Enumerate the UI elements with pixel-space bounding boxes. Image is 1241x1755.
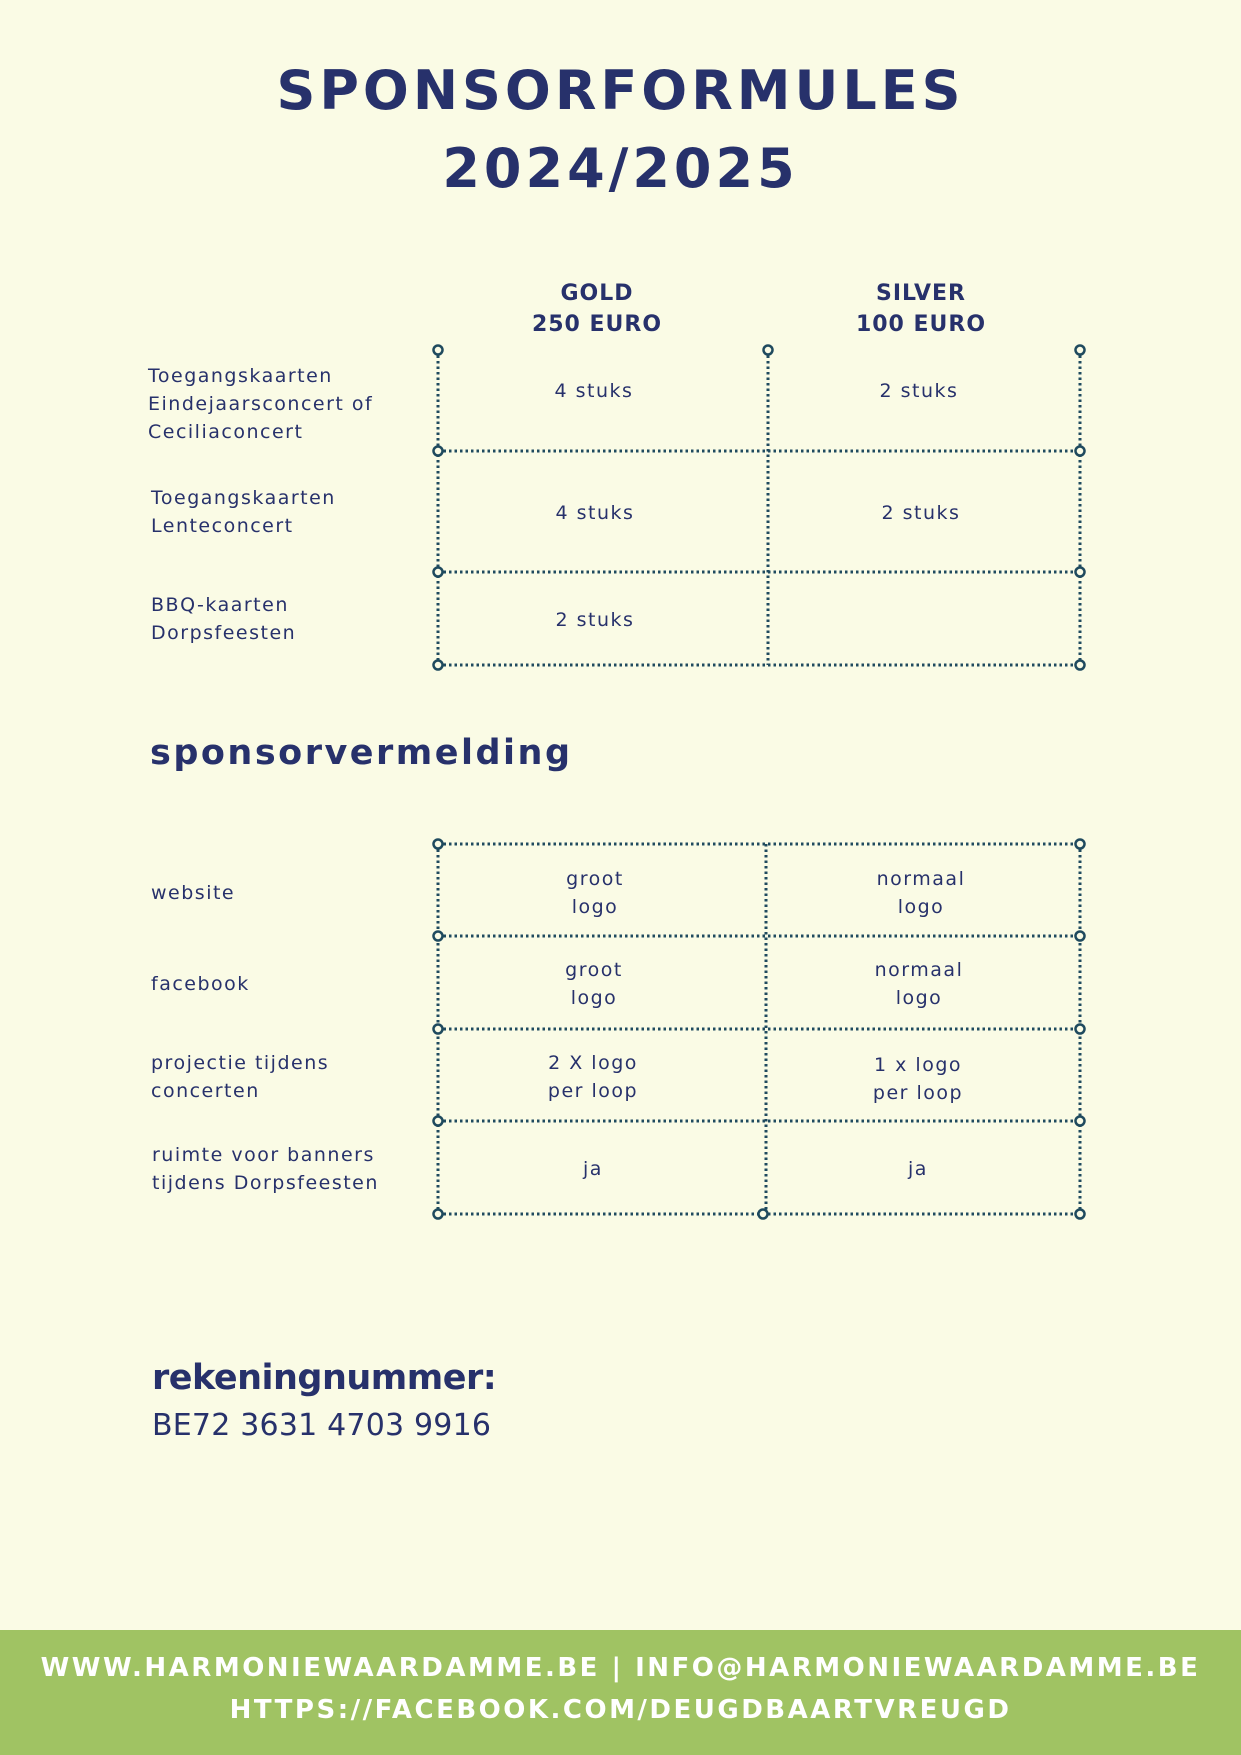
page-title bbox=[0, 52, 1241, 208]
row-label-projection bbox=[151, 1049, 411, 1105]
cell-silver-projection bbox=[798, 1051, 1038, 1107]
cell-line: ja bbox=[908, 1158, 928, 1180]
tier-price: 100 EURO bbox=[855, 312, 987, 337]
label-line: facebook bbox=[151, 973, 250, 995]
cell-gold-tickets-spring: 4 stuks bbox=[555, 502, 635, 524]
cell-line: logo bbox=[895, 987, 943, 1009]
row-label-facebook bbox=[151, 970, 411, 998]
cell-silver-facebook bbox=[799, 956, 1039, 1012]
cell-line: logo bbox=[571, 896, 619, 918]
cell-gold-facebook bbox=[474, 956, 714, 1012]
account-number: BE72 3631 4703 9916 bbox=[152, 1408, 492, 1443]
title-line-2: 2024/2025 bbox=[442, 137, 799, 200]
website-link[interactable]: WWW.HARMONIEWAARDAMME.BE bbox=[40, 1653, 600, 1683]
facebook-link[interactable]: HTTPS://FACEBOOK.COM/DEUGDBAARTVREUGD bbox=[229, 1695, 1012, 1725]
cell-line: 1 x logo bbox=[874, 1054, 962, 1076]
title-line-1: SPONSORFORMULES bbox=[276, 59, 965, 122]
row-label-tickets-spring bbox=[151, 484, 411, 540]
cell-line: ja bbox=[583, 1158, 603, 1180]
tier-name: GOLD bbox=[560, 281, 634, 306]
footer-facebook-line bbox=[0, 1695, 1241, 1725]
row-label-tickets-end-year bbox=[148, 362, 408, 446]
row-label-website bbox=[151, 879, 411, 907]
label-line: tijdens Dorpsfeesten bbox=[152, 1172, 379, 1194]
cell-gold-projection bbox=[473, 1049, 713, 1105]
label-line: concerten bbox=[151, 1080, 260, 1102]
label-line: projectie tijdens bbox=[151, 1052, 330, 1074]
cell-gold-website bbox=[475, 865, 715, 921]
cell-gold-tickets-end-year: 4 stuks bbox=[554, 380, 634, 402]
footer-contact-line bbox=[0, 1653, 1241, 1683]
account-label: rekeningnummer: bbox=[152, 1358, 497, 1398]
cell-silver-tickets-spring: 2 stuks bbox=[881, 502, 961, 524]
cell-gold-banners bbox=[473, 1155, 713, 1183]
row-label-banners bbox=[152, 1141, 412, 1197]
cell-line: logo bbox=[570, 987, 618, 1009]
cell-gold-bbq: 2 stuks bbox=[555, 609, 635, 631]
cell-line: normaal bbox=[876, 868, 966, 890]
cell-silver-tickets-end-year: 2 stuks bbox=[879, 380, 959, 402]
cell-line: 2 X logo bbox=[548, 1052, 638, 1074]
cell-line: groot bbox=[565, 959, 623, 981]
email-link[interactable]: INFO@HARMONIEWAARDAMME.BE bbox=[635, 1653, 1201, 1683]
tier-price: 250 EURO bbox=[531, 312, 663, 337]
cell-silver-banners bbox=[798, 1155, 1038, 1183]
cell-line: groot bbox=[566, 868, 624, 890]
cell-line: logo bbox=[897, 896, 945, 918]
label-line: Ceciliaconcert bbox=[148, 421, 304, 443]
footer bbox=[0, 1630, 1241, 1755]
label-line: BBQ-kaarten bbox=[151, 594, 289, 616]
footer-separator: | bbox=[611, 1653, 624, 1683]
row-label-bbq bbox=[151, 591, 411, 647]
cell-line: per loop bbox=[872, 1082, 964, 1104]
tier-header-gold bbox=[487, 278, 707, 340]
tier-name: SILVER bbox=[875, 281, 966, 306]
label-line: Toegangskaarten bbox=[151, 487, 336, 509]
section-title: sponsorvermelding bbox=[150, 733, 573, 773]
label-line: ruimte voor banners bbox=[152, 1144, 375, 1166]
label-line: Eindejaarsconcert of bbox=[148, 393, 374, 415]
label-line: Dorpsfeesten bbox=[151, 622, 297, 644]
label-line: Toegangskaarten bbox=[148, 365, 333, 387]
tier-header-silver bbox=[811, 278, 1031, 340]
label-line: website bbox=[151, 882, 236, 904]
cell-silver-website bbox=[801, 865, 1041, 921]
label-line: Lenteconcert bbox=[151, 515, 294, 537]
cell-line: normaal bbox=[874, 959, 964, 981]
cell-line: per loop bbox=[547, 1080, 639, 1102]
